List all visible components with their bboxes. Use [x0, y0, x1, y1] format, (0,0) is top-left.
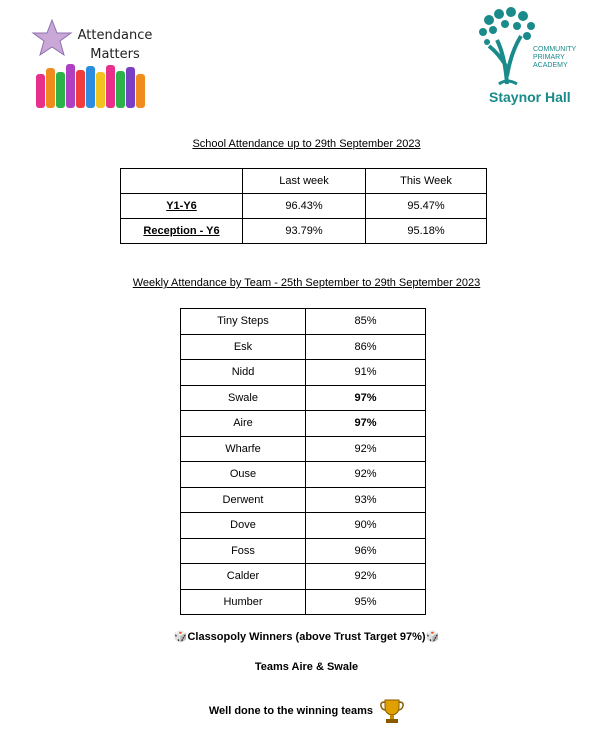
team-percentage: 92% — [306, 436, 426, 462]
table-row — [181, 360, 426, 386]
team-percentage: 93% — [306, 487, 426, 513]
team-attendance-table — [180, 308, 426, 615]
team-name: Wharfe — [181, 436, 306, 462]
school-attendance-title: School Attendance up to 29th September 2023 — [192, 138, 421, 150]
team-name: Tiny Steps — [181, 309, 306, 335]
team-name: Humber — [181, 589, 306, 615]
team-name: Swale — [181, 385, 306, 411]
team-percentage: 85% — [306, 309, 426, 335]
row-label: Y1-Y6 — [121, 194, 243, 219]
row-label: Reception - Y6 — [121, 219, 243, 244]
table-row — [181, 564, 426, 590]
team-percentage: 97% — [306, 411, 426, 437]
this-week-value: 95.47% — [366, 194, 487, 219]
this-week-value: 95.18% — [366, 219, 487, 244]
table-header-cell: Last week — [243, 169, 366, 194]
team-name: Esk — [181, 334, 306, 360]
table-header-cell — [121, 169, 243, 194]
staynor-hall-logo — [477, 6, 592, 110]
team-name: Nidd — [181, 360, 306, 386]
school-attendance-table — [120, 168, 487, 244]
team-percentage: 90% — [306, 513, 426, 539]
school-name: Staynor Hall — [489, 89, 571, 105]
table-row — [181, 436, 426, 462]
table-row — [181, 385, 426, 411]
table-row — [181, 411, 426, 437]
trophy-icon — [380, 698, 404, 724]
attendance-matters-logo — [30, 18, 155, 110]
logo-text: Attendance Matters — [77, 28, 153, 62]
last-week-value: 93.79% — [243, 219, 366, 244]
team-name: Derwent — [181, 487, 306, 513]
team-percentage: 97% — [306, 385, 426, 411]
team-percentage: 96% — [306, 538, 426, 564]
team-percentage: 92% — [306, 462, 426, 488]
table-header-cell: This Week — [366, 169, 487, 194]
team-percentage: 95% — [306, 589, 426, 615]
table-row — [181, 538, 426, 564]
table-row — [121, 219, 487, 244]
table-row — [181, 487, 426, 513]
team-name: Foss — [181, 538, 306, 564]
winning-teams: Teams Aire & Swale — [254, 661, 359, 673]
team-name: Aire — [181, 411, 306, 437]
hands-icon — [30, 60, 155, 110]
well-done-line — [0, 698, 613, 724]
team-percentage: 91% — [306, 360, 426, 386]
table-row — [121, 194, 487, 219]
table-row — [181, 513, 426, 539]
table-header-row — [121, 169, 487, 194]
team-name: Calder — [181, 564, 306, 590]
table-row — [181, 309, 426, 335]
table-row — [181, 334, 426, 360]
team-attendance-title: Weekly Attendance by Team - 25th September to 29th September 2023 — [132, 277, 481, 289]
last-week-value: 96.43% — [243, 194, 366, 219]
tree-icon — [477, 6, 537, 86]
academy-subtitle: COMMUNITY PRIMARY ACADEMY — [533, 46, 577, 69]
table-row — [181, 589, 426, 615]
team-name: Ouse — [181, 462, 306, 488]
team-percentage: 92% — [306, 564, 426, 590]
team-percentage: 86% — [306, 334, 426, 360]
table-row — [181, 462, 426, 488]
team-name: Dove — [181, 513, 306, 539]
classopoly-winners: 🎲Classopoly Winners (above Trust Target 97%)🎲 — [173, 631, 440, 643]
well-done-text: Well done to the winning teams — [208, 704, 374, 717]
